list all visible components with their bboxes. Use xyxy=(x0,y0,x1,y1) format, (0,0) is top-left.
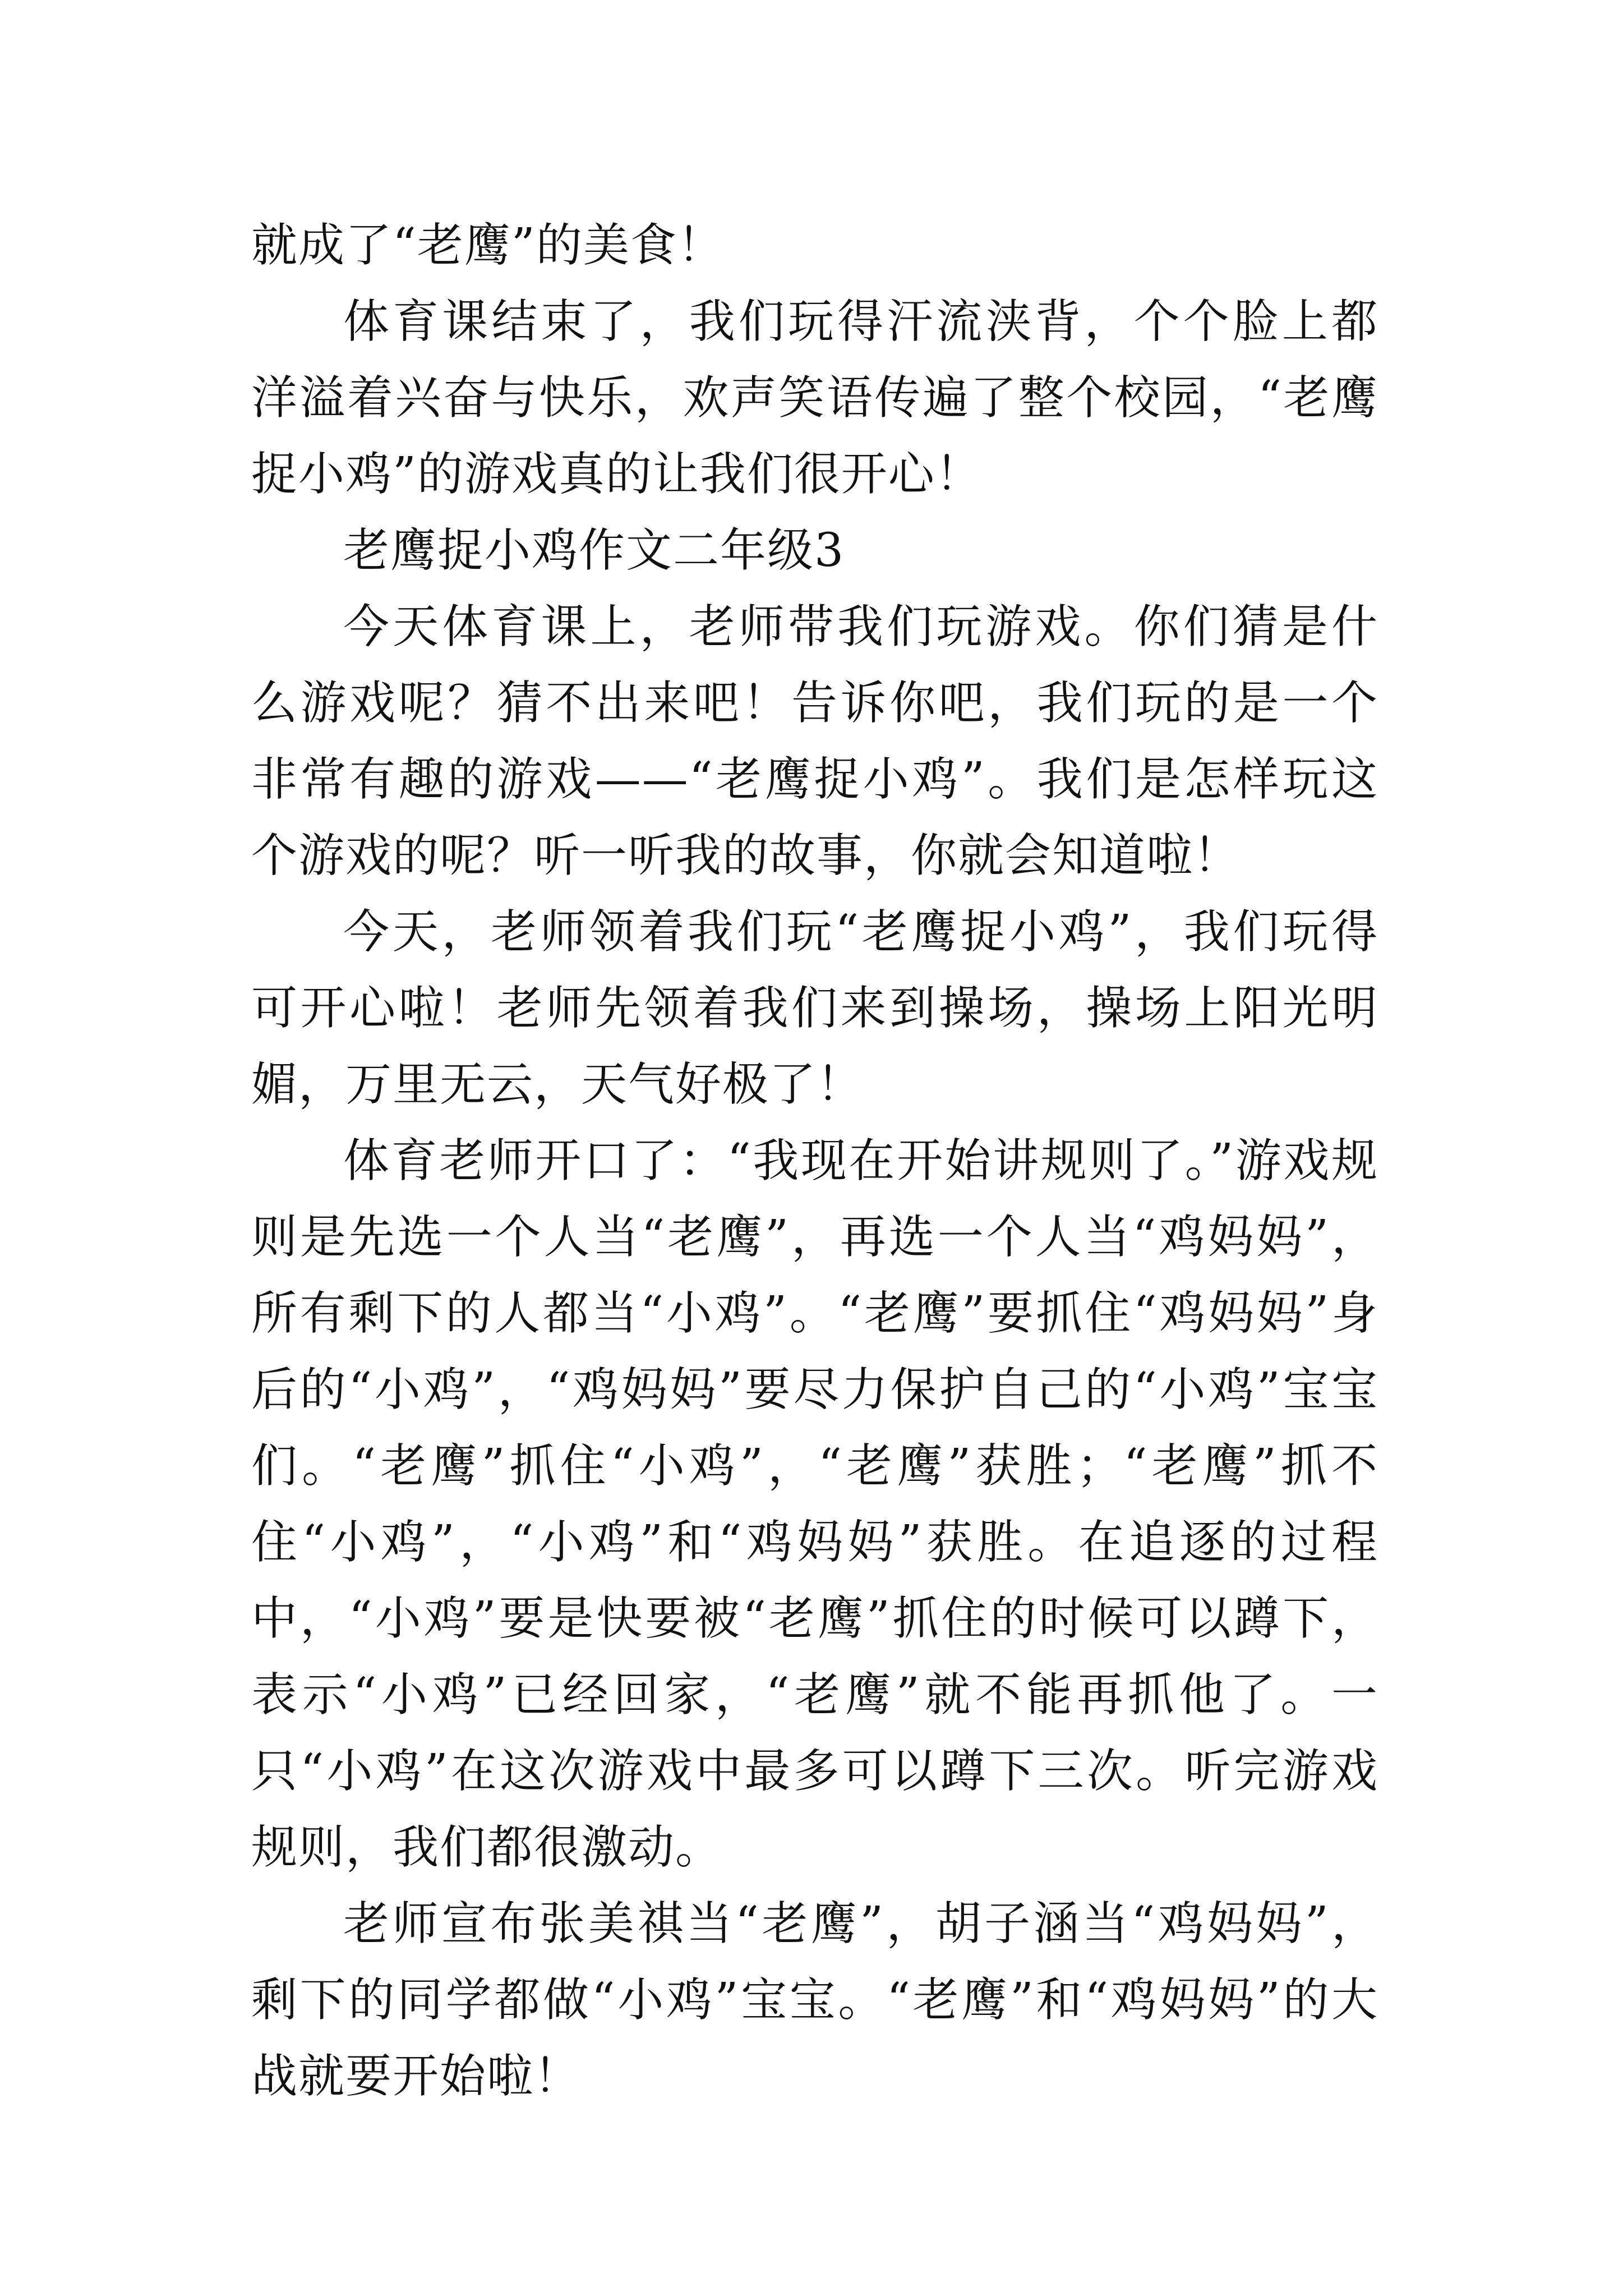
document-body xyxy=(251,208,1378,2115)
paragraph-continuation: 就成了“老鹰”的美食！ xyxy=(251,219,725,272)
paragraph: 今天体育课上，老师带我们玩游戏。你们猜是什么游戏呢？猜不出来吧！告诉你吧，我们玩的是一个非常有趣的游戏——“老鹰捉小鸡”。我们是怎样玩这个游戏的呢？听一听我的故事，你就会知道啦！ xyxy=(251,600,1378,882)
paragraph: 体育课结束了，我们玩得汗流浃背，个个脸上都洋溢着兴奋与快乐，欢声笑语传遍了整个校园，“老鹰捉小鸡”的游戏真的让我们很开心！ xyxy=(251,295,1378,501)
paragraph: 体育老师开口了：“我现在开始讲规则了。”游戏规则是先选一个人当“老鹰”，再选一个人当“鸡妈妈”，所有剩下的人都当“小鸡”。“老鹰”要抓住“鸡妈妈”身后的“小鸡”，“鸡妈妈”要尽力保护自己的“小鸡”宝宝们。“老鹰”抓住“小鸡”，“老鹰”获胜；“老鹰”抓不住“小鸡”，“小鸡”和“鸡妈妈”获胜。在追逐的过程中，“小鸡”要是快要被“老鹰”抓住的时候可以蹲下，表示“小鸡”已经回家，“老鹰”就不能再抓他了。一只“小鸡”在这次游戏中最多可以蹲下三次。听完游戏规则，我们都很激动。 xyxy=(251,1134,1378,1874)
paragraph: 老师宣布张美祺当“老鹰”，胡子涵当“鸡妈妈”，剩下的同学都做“小鸡”宝宝。“老鹰”和“鸡妈妈”的大战就要开始啦！ xyxy=(251,1897,1378,2103)
paragraph: 今天，老师领着我们玩“老鹰捉小鸡”，我们玩得可开心啦！老师先领着我们来到操场，操场上阳光明媚，万里无云，天气好极了！ xyxy=(251,905,1378,1111)
essay-title: 老鹰捉小鸡作文二年级3 xyxy=(343,524,845,577)
